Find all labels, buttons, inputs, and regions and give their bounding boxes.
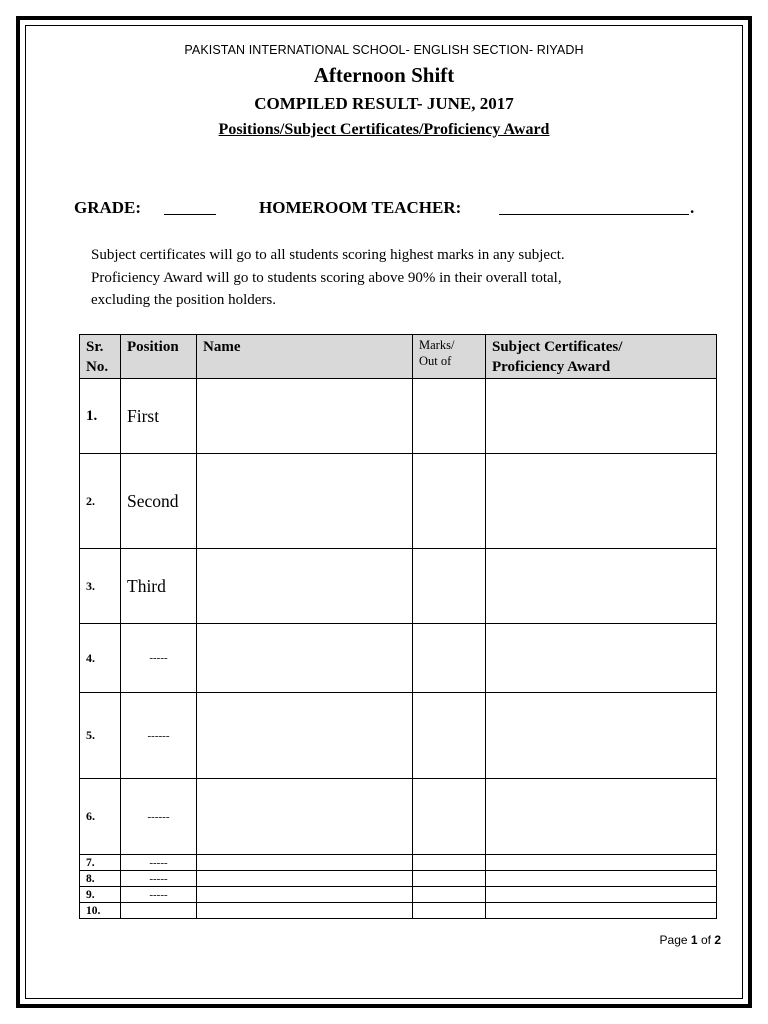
name-cell[interactable] [197,624,413,693]
subtitle-text: Positions/Subject Certificates/Proficiency Award [218,121,550,138]
award-cell[interactable] [486,379,717,454]
table-row [80,693,717,779]
grade-blank[interactable] [164,214,216,215]
homeroom-teacher-label [259,198,461,218]
award-cell[interactable] [486,855,717,871]
page-current: 1 [690,933,698,947]
compiled-result-title: COMPILED RESULT- JUNE, 2017 [254,94,514,113]
position-cell: Third [121,549,197,624]
col-header-name: Name [197,335,413,379]
table-row [80,887,717,903]
table-row [80,903,717,919]
page-number [660,933,721,947]
col-header-award [486,335,717,379]
sr-cell: 10. [80,903,121,919]
position-cell: ------ [121,779,197,855]
page-word: Page [659,933,688,947]
of-word: of [700,933,711,947]
table-row [80,454,717,549]
instruction-line: Subject certificates will go to all students scoring highest marks in any subject. [91,247,565,263]
position-cell: ----- [121,871,197,887]
marks-cell[interactable] [413,693,486,779]
sr-cell: 2. [80,454,121,549]
name-cell[interactable] [197,379,413,454]
name-cell[interactable] [197,693,413,779]
sr-header-line1: Sr. [86,339,104,355]
instruction-line: excluding the position holders. [91,292,276,308]
table-header-row [80,335,717,379]
sr-cell: 8. [80,871,121,887]
position-cell: Second [121,454,197,549]
marks-cell[interactable] [413,855,486,871]
table-row [80,779,717,855]
position-cell: First [121,379,197,454]
position-cell: ----- [121,887,197,903]
name-cell[interactable] [197,779,413,855]
marks-cell[interactable] [413,887,486,903]
award-cell[interactable] [486,871,717,887]
col-header-marks [413,335,486,379]
sr-header-line2: No. [86,359,109,375]
page-total: 2 [714,933,721,947]
award-cell[interactable] [486,549,717,624]
award-cell[interactable] [486,779,717,855]
sr-cell: 6. [80,779,121,855]
teacher-line-end: . [690,198,695,217]
name-cell[interactable] [197,855,413,871]
marks-cell[interactable] [413,454,486,549]
sr-cell: 7. [80,855,121,871]
table-row [80,379,717,454]
sr-cell: 9. [80,887,121,903]
award-cell[interactable] [486,903,717,919]
shift-title: Afternoon Shift [313,63,455,87]
school-name: PAKISTAN INTERNATIONAL SCHOOL- ENGLISH SECTION- RIYADH [184,43,584,57]
marks-cell[interactable] [413,903,486,919]
position-cell: ----- [121,855,197,871]
grade-label: GRADE: [74,198,142,217]
marks-cell[interactable] [413,549,486,624]
teacher-label-text: HOMEROOM TEACHER [259,198,456,217]
sr-cell: 5. [80,693,121,779]
marks-cell[interactable] [413,624,486,693]
award-cell[interactable] [486,624,717,693]
col-header-position: Position [121,335,197,379]
marks-cell[interactable] [413,871,486,887]
name-cell[interactable] [197,871,413,887]
table-row [80,549,717,624]
name-cell[interactable] [197,887,413,903]
instructions-paragraph [91,244,731,312]
award-cell[interactable] [486,887,717,903]
award-header-line1: Subject Certificates/ [492,339,623,355]
results-table [79,334,717,919]
instruction-line: Proficiency Award will go to students scoring above 90% in their overall total, [91,269,562,286]
homeroom-teacher-blank[interactable] [499,214,689,215]
position-cell: ------ [121,693,197,779]
teacher-label-colon: : [455,198,462,217]
sr-cell: 1. [80,379,121,454]
marks-header-line1: Marks/ [419,338,455,352]
name-cell[interactable] [197,549,413,624]
name-cell[interactable] [197,454,413,549]
award-cell[interactable] [486,454,717,549]
table-row [80,855,717,871]
sr-cell: 4. [80,624,121,693]
col-header-sr-no [80,335,121,379]
award-header-line2: Proficiency Award [492,359,611,375]
table-row [80,624,717,693]
marks-cell[interactable] [413,779,486,855]
position-cell [121,903,197,919]
marks-cell[interactable] [413,379,486,454]
sr-cell: 3. [80,549,121,624]
table-row [80,871,717,887]
marks-header-line2: Out of [419,354,452,368]
name-cell[interactable] [197,903,413,919]
award-cell[interactable] [486,693,717,779]
document-subtitle [0,121,768,139]
position-cell: ----- [121,624,197,693]
